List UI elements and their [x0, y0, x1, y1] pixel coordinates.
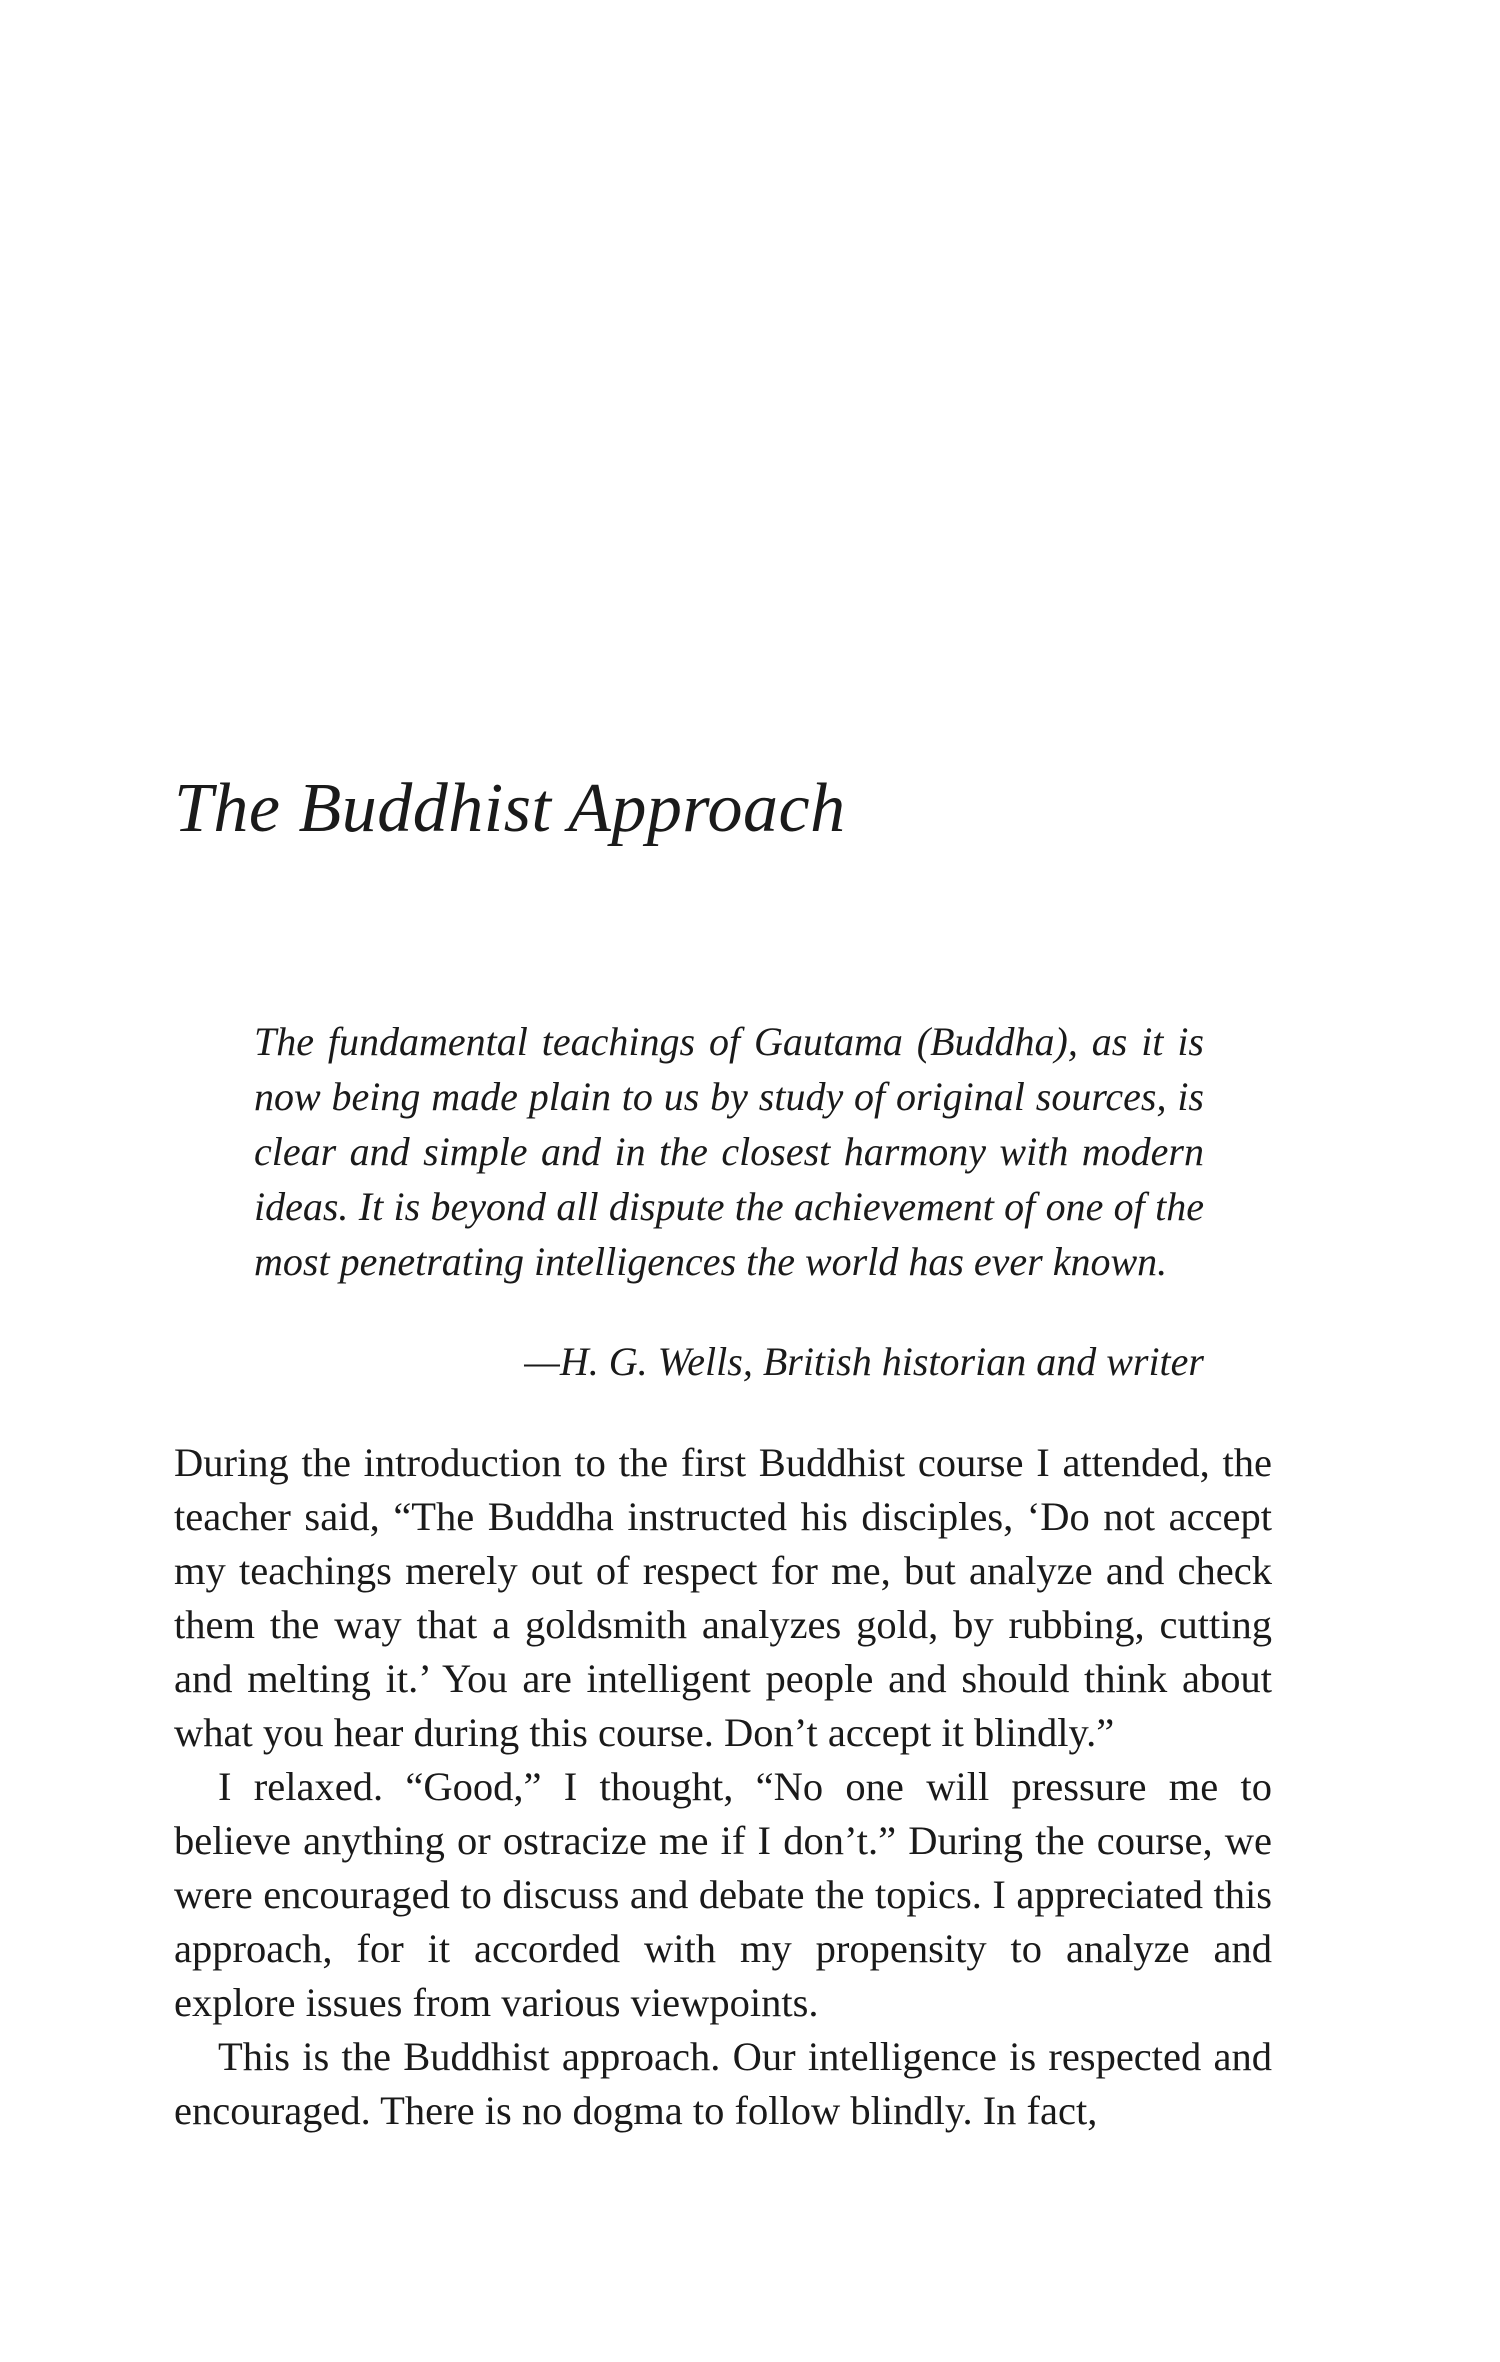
epigraph-attribution: —H. G. Wells, British historian and writer	[524, 1339, 1204, 1384]
chapter-title: The Buddhist Approach	[174, 770, 846, 847]
body-paragraph-3: This is the Buddhist approach. Our intelligence is respected and encouraged. There is no dogma to follow blindly. In fact,	[174, 2034, 1272, 2133]
epigraph-quote: The fundamental teachings of Gautama (Buddha), as it is now being made plain to us by study of original sources, is clear and simple and in the closest harmony with modern ideas. It is beyond all dispute the achievement of one of the most penetrating intelligences the world has ever known.	[254, 1019, 1204, 1284]
body-text	[174, 1436, 1272, 2138]
body-paragraph-1: During the introduction to the first Buddhist course I attended, the teacher said, “The Buddha instructed his disciples, ‘Do not accept my teachings merely out of respect for me, but analyze and check them the way that a goldsmith analyzes gold, by rubbing, cutting and melting it.’ You are intelligent people and should think about what you hear during this course. Don’t accept it blindly.”	[174, 1440, 1272, 1755]
body-paragraph-2: I relaxed. “Good,” I thought, “No one will pressure me to believe anything or ostracize me if I don’t.” During the course, we were encouraged to discuss and debate the topics. I appreciated this approach, for it accorded with my propensity to analyze and explore issues from various viewpoints.	[174, 1764, 1272, 2025]
